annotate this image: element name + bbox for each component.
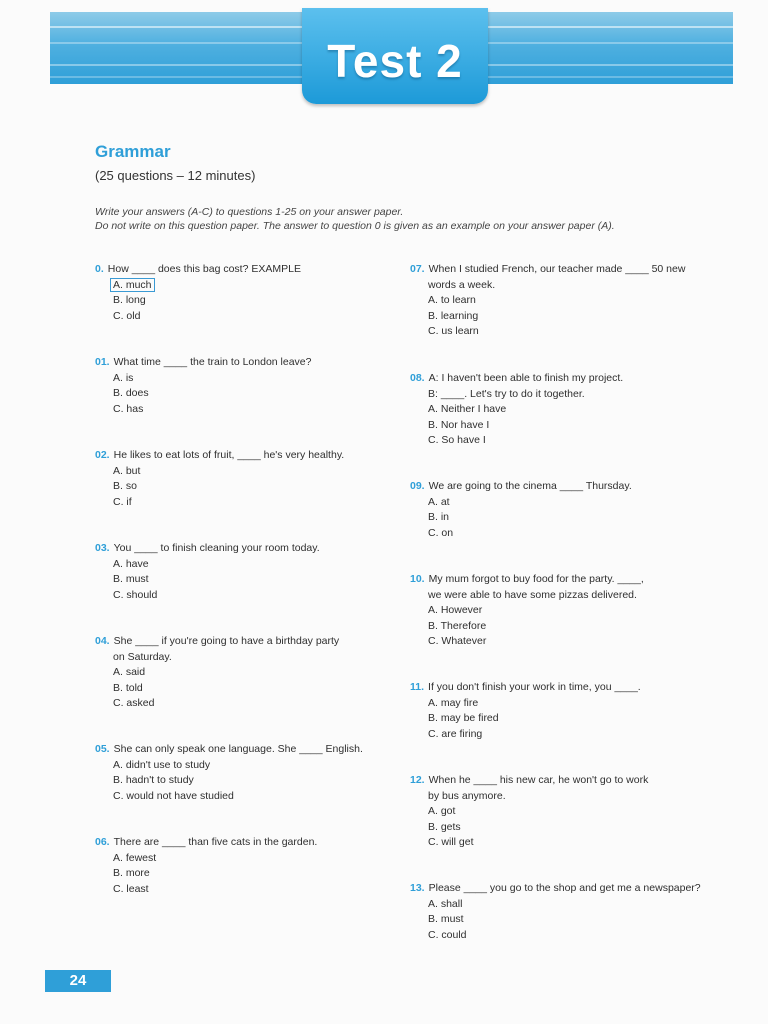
option: B. must <box>428 913 464 925</box>
question-text: She can only speak one language. She ____ English. <box>113 743 363 755</box>
question-text: My mum forgot to buy food for the party. ____, <box>428 573 644 585</box>
question-text: A: I haven't been able to finish my project. <box>428 372 624 384</box>
option: C. if <box>113 495 132 508</box>
question-number: 10. <box>410 573 425 585</box>
question-text: If you don't finish your work in time, you ____. <box>428 681 641 693</box>
option: B. Nor have I <box>428 418 490 431</box>
question-11 <box>410 680 641 742</box>
question-text: He likes to eat lots of fruit, ____ he's very healthy. <box>113 449 345 461</box>
question-text: Please ____ you go to the shop and get me a newspaper? <box>428 882 701 894</box>
option: A. is <box>113 371 134 384</box>
question-text: What time ____ the train to London leave? <box>113 356 312 368</box>
example-answer-box: A. much <box>110 278 155 292</box>
option: C. asked <box>113 697 155 709</box>
option: B. must <box>113 573 149 585</box>
question-number: 12. <box>410 774 425 786</box>
section-subtitle: (25 questions – 12 minutes) <box>95 168 256 183</box>
title-tab <box>302 8 488 104</box>
option: A. but <box>113 464 141 477</box>
option: C. has <box>113 402 144 415</box>
question-number: 04. <box>95 635 110 647</box>
question-text-cont: words a week. <box>428 278 496 291</box>
option: B. learning <box>428 309 479 322</box>
option: B. more <box>113 867 150 879</box>
option: C. should <box>113 588 158 601</box>
section-title: Grammar <box>95 142 171 161</box>
option: C. least <box>113 882 149 895</box>
question-text-cont: B: ____. Let's try to do it together. <box>428 387 585 400</box>
question-text: When he ____ his new car, he won't go to work <box>428 774 649 786</box>
option: A. said <box>113 666 146 678</box>
option: B. may be fired <box>428 712 499 724</box>
question-number: 13. <box>410 882 425 894</box>
question-text: When I studied French, our teacher made ____ 50 new <box>428 263 686 275</box>
question-text-cont: we were able to have some pizzas delivered. <box>428 588 637 601</box>
question-text: We are going to the cinema ____ Thursday. <box>428 480 632 492</box>
question-10 <box>410 572 644 650</box>
question-number: 05. <box>95 743 110 755</box>
option: A. may fire <box>428 696 479 709</box>
question-04 <box>95 634 339 712</box>
question-02 <box>95 448 344 510</box>
question-text: You ____ to finish cleaning your room today. <box>113 542 320 554</box>
question-text-cont: on Saturday. <box>113 650 172 663</box>
instruction-line-1: Write your answers (A-C) to questions 1-25 on your answer paper. <box>95 206 404 218</box>
option: B. in <box>428 511 450 523</box>
option: C. will get <box>428 836 474 848</box>
question-text: How ____ does this bag cost? EXAMPLE <box>107 263 301 275</box>
option: A. didn't use to study <box>113 758 211 771</box>
option: A. fewest <box>113 851 157 864</box>
question-number: 11. <box>410 681 425 693</box>
option: C. us learn <box>428 325 479 337</box>
question-number: 01. <box>95 356 110 368</box>
option: C. would not have studied <box>113 789 234 802</box>
option: C. on <box>428 526 454 539</box>
option: C. So have I <box>428 434 486 446</box>
option: A. at <box>428 495 450 508</box>
instruction-line-2: Do not write on this question paper. The answer to question 0 is given as an example on your answer paper (A). <box>95 220 615 232</box>
option: A. have <box>113 557 149 570</box>
question-13 <box>410 881 701 943</box>
option: C. old <box>113 309 141 322</box>
question-number: 09. <box>410 480 425 492</box>
question-number: 08. <box>410 372 425 384</box>
option: B. Therefore <box>428 619 487 632</box>
question-06 <box>95 835 317 897</box>
question-number: 0. <box>95 263 104 275</box>
question-number: 02. <box>95 449 110 461</box>
question-text: She ____ if you're going to have a birthday party <box>113 635 340 647</box>
question-number: 07. <box>410 263 425 275</box>
question-03 <box>95 541 320 603</box>
option: B. does <box>113 387 149 399</box>
option: A. Neither I have <box>428 403 507 415</box>
option: B. long <box>113 294 146 306</box>
option: A. However <box>428 604 483 616</box>
question-09 <box>410 479 632 541</box>
option: B. hadn't to study <box>113 774 194 786</box>
question-07 <box>410 262 685 340</box>
option: A. to learn <box>428 294 476 306</box>
option: B. gets <box>428 820 461 833</box>
page-title: Test 2 <box>327 35 463 87</box>
question-0 <box>95 262 301 324</box>
question-number: 03. <box>95 542 110 554</box>
question-text: There are ____ than five cats in the garden. <box>113 836 318 848</box>
option: C. Whatever <box>428 635 487 647</box>
option: C. could <box>428 928 467 941</box>
question-08 <box>410 371 623 449</box>
question-12 <box>410 773 648 851</box>
option: B. told <box>113 681 143 694</box>
question-01 <box>95 355 312 417</box>
question-05 <box>95 742 363 804</box>
option: C. are firing <box>428 727 483 740</box>
option: B. so <box>113 480 137 492</box>
option: A. shall <box>428 897 463 910</box>
option: A. got <box>428 805 456 817</box>
page-number: 24 <box>45 970 111 992</box>
question-number: 06. <box>95 836 110 848</box>
question-text-cont: by bus anymore. <box>428 789 506 802</box>
